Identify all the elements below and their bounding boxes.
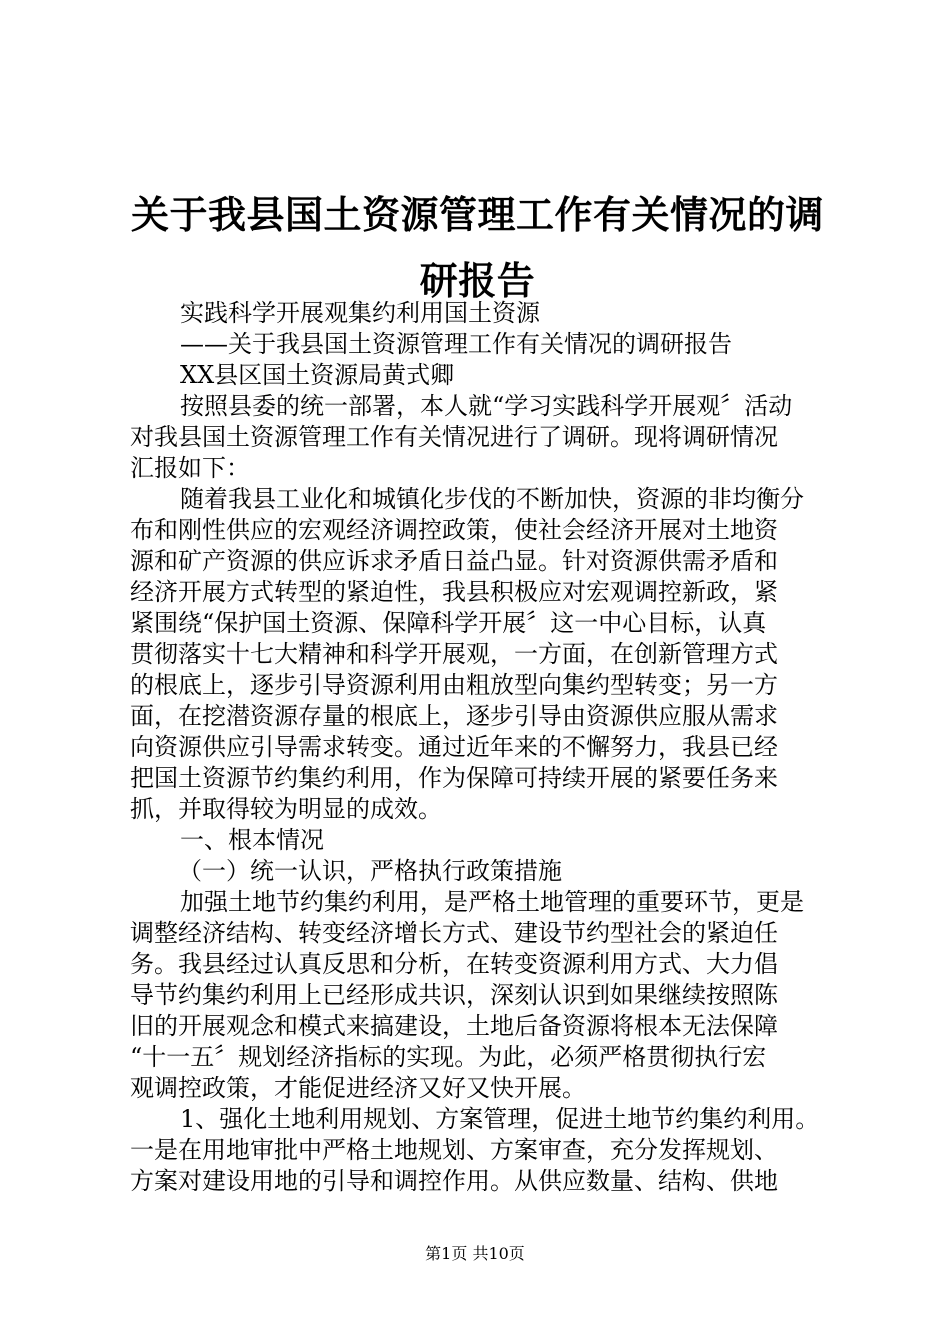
paragraph-line: 向资源供应引导需求转变。通过近年来的不懈努力，我县已经	[130, 733, 778, 761]
section-heading: 一、根本情况	[180, 826, 324, 854]
paragraph-line: 紧围绕“保护国土资源、保障科学开展〞这一中心目标，认真	[130, 609, 767, 637]
paragraph-line: 面，在挖潜资源存量的根底上，逐步引导由资源供应服从需求	[130, 702, 778, 730]
paragraph-line: 观调控政策，才能促进经济又好又快开展。	[130, 1074, 586, 1102]
paragraph-line: 源和矿产资源的供应诉求矛盾日益凸显。针对资源供需矛盾和	[130, 547, 778, 575]
paragraph-line: 抓，并取得较为明显的成效。	[130, 795, 442, 823]
paragraph-line: 贯彻落实十七大精神和科学开展观，一方面，在创新管理方式	[130, 640, 778, 668]
paragraph-line: 布和刚性供应的宏观经济调控政策，使社会经济开展对土地资	[130, 516, 778, 544]
paragraph-line: 把国土资源节约集约利用，作为保障可持续开展的紧要任务来	[130, 764, 778, 792]
paragraph-line: 导节约集约利用上已经形成共识，深刻认识到如果继续按照陈	[130, 981, 778, 1009]
document-body	[130, 298, 838, 1197]
subsection-heading: （一）统一认识，严格执行政策措施	[178, 857, 562, 885]
paragraph-line: 一是在用地审批中严格土地规划、方案审查，充分发挥规划、	[130, 1136, 778, 1164]
paragraph-line: 对我县国土资源管理工作有关情况进行了调研。现将调研情况	[130, 423, 778, 451]
paragraph-line: 旧的开展观念和模式来搞建设，土地后备资源将根本无法保障	[130, 1012, 778, 1040]
paragraph-line: 加强土地节约集约利用，是严格土地管理的重要环节，更是	[180, 888, 804, 916]
paragraph-line: 调整经济结构、转变经济增长方式、建设节约型社会的紧迫任	[130, 919, 778, 947]
paragraph-line: 1、强化土地利用规划、方案管理，促进土地节约集约利用。	[180, 1105, 820, 1133]
paragraph-line: 经济开展方式转型的紧迫性，我县积极应对宏观调控新政，紧	[130, 578, 778, 606]
paragraph-line: “十一五〞规划经济指标的实现。为此，必须严格贯彻执行宏	[130, 1043, 767, 1071]
paragraph-line: 务。我县经过认真反思和分析，在转变资源利用方式、大力倡	[130, 950, 778, 978]
paragraph-line: 汇报如下：	[130, 454, 250, 482]
subtitle-line: 实践科学开展观集约利用国土资源	[180, 299, 540, 327]
document-title: 关于我县国土资源管理工作有关情况的调研报告	[130, 193, 824, 303]
paragraph-line: 方案对建设用地的引导和调控作用。从供应数量、结构、供地	[130, 1167, 778, 1195]
paragraph-line: 随着我县工业化和城镇化步伐的不断加快，资源的非均衡分	[180, 485, 804, 513]
subtitle-line: ——关于我县国土资源管理工作有关情况的调研报告	[180, 330, 732, 358]
paragraph-line: 的根底上，逐步引导资源利用由粗放型向集约型转变；另一方	[130, 671, 778, 699]
paragraph-line: 按照县委的统一部署，本人就“学习实践科学开展观〞活动	[180, 392, 793, 420]
author-line: XX县区国土资源局黄式卿	[180, 361, 455, 389]
page-number-footer: 第1页 共10页	[425, 1244, 525, 1263]
